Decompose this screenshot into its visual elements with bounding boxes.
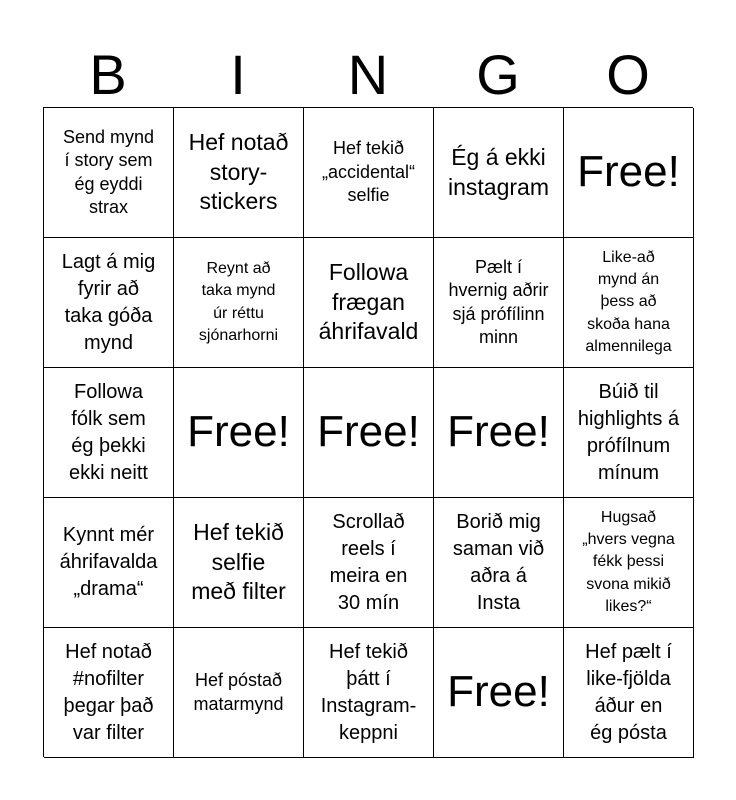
bingo-cell-r3c5[interactable]	[564, 368, 694, 498]
cell-text: Hef notað #nofilter þegar það var filter	[63, 640, 154, 744]
free-space-text: Free!	[447, 667, 550, 717]
bingo-cell-r2c1[interactable]	[44, 238, 174, 368]
cell-text: Followa frægan áhrifavald	[318, 258, 419, 345]
bingo-cell-r3c4-free[interactable]	[434, 368, 564, 498]
bingo-cell-r1c5-free[interactable]	[564, 108, 694, 238]
cell-text: Hef tekið selfie með filter	[191, 518, 286, 605]
cell-text: Hef pælt í like-fjölda áður en ég pósta	[585, 640, 672, 744]
bingo-cell-r5c4-free[interactable]	[434, 628, 564, 758]
cell-text: Like-að mynd án þess að skoða hana almennilega	[585, 248, 672, 356]
cell-text: Hef notað story- stickers	[188, 128, 289, 215]
header-letter-o: O	[606, 43, 650, 106]
cell-text: Scrollað reels í meira en 30 mín	[329, 510, 408, 614]
cell-text: Kynnt mér áhrifavalda „drama“	[59, 524, 158, 600]
bingo-cell-r3c3-free[interactable]	[304, 368, 434, 498]
header-letter-i: I	[230, 43, 246, 106]
cell-text: Ég á ekki instagram	[448, 143, 549, 200]
header-letter-b: B	[89, 43, 127, 106]
bingo-cell-r5c2[interactable]	[174, 628, 304, 758]
bingo-cell-r1c4[interactable]	[434, 108, 564, 238]
cell-text: Borið mig saman við aðra á Insta	[452, 510, 545, 614]
bingo-cell-r2c3[interactable]	[304, 238, 434, 368]
free-space-text: Free!	[187, 407, 290, 457]
free-space-text: Free!	[577, 147, 680, 197]
bingo-cell-r4c2[interactable]	[174, 498, 304, 628]
bingo-cell-r2c5[interactable]	[564, 238, 694, 368]
free-space-text: Free!	[317, 407, 420, 457]
cell-text: Hugsað „hvers vegna fékk þessi svona mikið likes?“	[582, 508, 675, 616]
bingo-cell-r3c1[interactable]	[44, 368, 174, 498]
cell-text: Hef tekið þátt í Instagram- keppni	[320, 640, 417, 744]
header-letter-g: G	[476, 43, 520, 106]
bingo-cell-r4c1[interactable]	[44, 498, 174, 628]
bingo-cell-r1c2[interactable]	[174, 108, 304, 238]
bingo-cell-r4c3[interactable]	[304, 498, 434, 628]
bingo-cell-r1c3[interactable]	[304, 108, 434, 238]
bingo-cell-r4c5[interactable]	[564, 498, 694, 628]
cell-text: Followa fólk sem ég þekki ekki neitt	[69, 380, 148, 484]
bingo-cell-r2c4[interactable]	[434, 238, 564, 368]
bingo-cell-r5c1[interactable]	[44, 628, 174, 758]
cell-text: Pælt í hvernig aðrir sjá prófílinn minn	[448, 256, 549, 347]
cell-text: Reynt að taka mynd úr réttu sjónarhorni	[198, 259, 279, 344]
free-space-text: Free!	[447, 407, 550, 457]
cell-text: Hef tekið „accidental“ selfie	[321, 138, 416, 206]
bingo-cell-r3c2-free[interactable]	[174, 368, 304, 498]
bingo-cell-r2c2[interactable]	[174, 238, 304, 368]
bingo-header	[43, 42, 693, 108]
bingo-grid	[43, 107, 693, 757]
cell-text: Lagt á mig fyrir að taka góða mynd	[61, 250, 156, 354]
cell-text: Send mynd í story sem ég eyddi strax	[62, 126, 155, 217]
bingo-cell-r1c1[interactable]	[44, 108, 174, 238]
header-letter-n: N	[347, 43, 389, 106]
bingo-cell-r5c5[interactable]	[564, 628, 694, 758]
cell-text: Hef póstað matarmynd	[193, 670, 284, 714]
cell-text: Búið til highlights á prófílnum mínum	[577, 380, 680, 484]
bingo-cell-r5c3[interactable]	[304, 628, 434, 758]
bingo-cell-r4c4[interactable]	[434, 498, 564, 628]
